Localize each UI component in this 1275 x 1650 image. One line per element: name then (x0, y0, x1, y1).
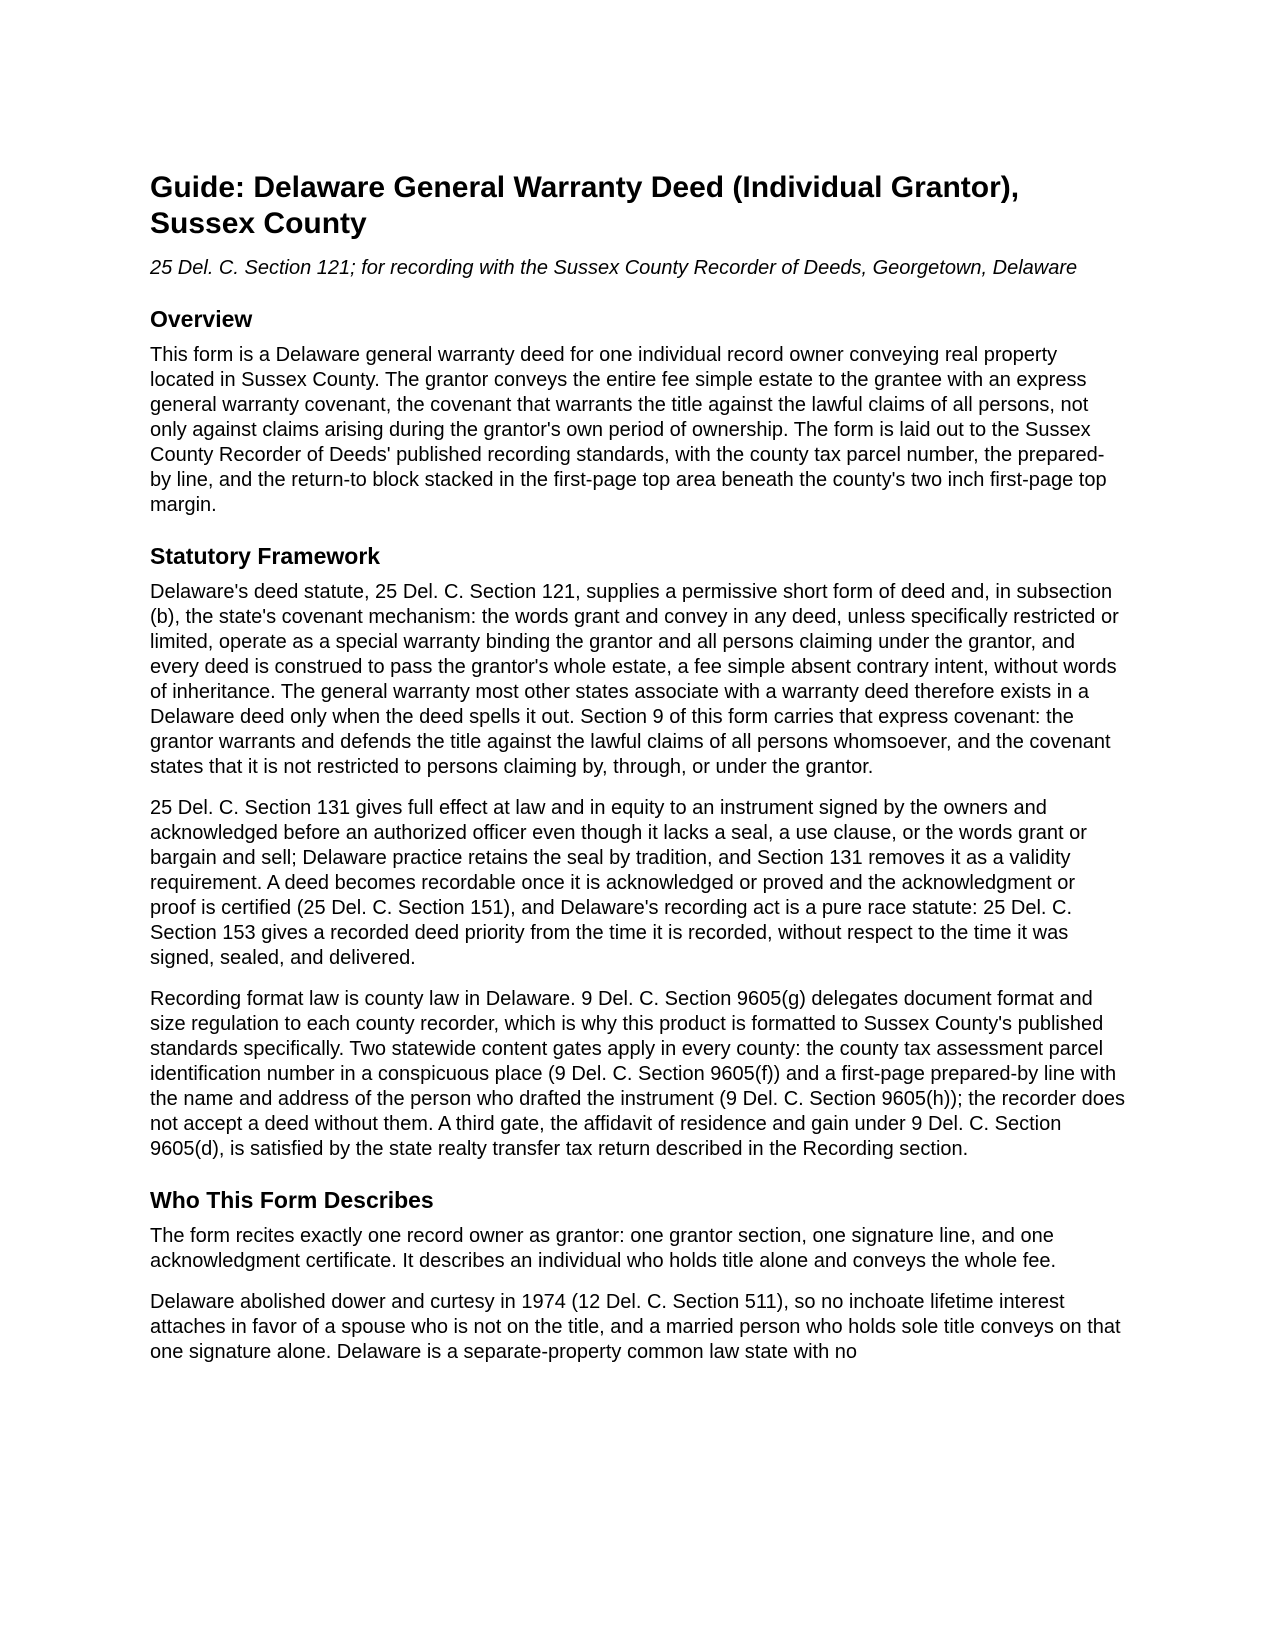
section-heading: Statutory Framework (150, 543, 381, 569)
document-subtitle: 25 Del. C. Section 121; for recording with the Sussex County Recorder of Deeds, Georgetown, Delaware (150, 257, 1078, 279)
section-who-this-form-describes (150, 1186, 1125, 1365)
document-page (150, 170, 1125, 1381)
document-title: Guide: Delaware General Warranty Deed (Individual Grantor), Sussex County (150, 171, 1020, 240)
paragraph: 25 Del. C. Section 131 gives full effect at law and in equity to an instrument signed by the owners and acknowledged before an authorized officer even though it lacks a seal, a use clause, or the words grant or bargain and sell; Delaware practice retains the seal by tradition, and Section 131 removes it as a validity requirement. A deed becomes recordable once it is acknowledged or proved and the acknowledgment or proof is certified (25 Del. C. Section 151), and Delaware's recording act is a pure race statute: 25 Del. C. Section 153 gives a recorded deed priority from the time it is recorded, without respect to the time it was signed, sealed, and delivered. (150, 797, 1087, 969)
paragraph: Recording format law is county law in Delaware. 9 Del. C. Section 9605(g) delegates document format and size regulation to each county recorder, which is why this product is formatted to Sussex County's published standards specifically. Two statewide content gates apply in every county: the county tax assessment parcel identification number in a conspicuous place (9 Del. C. Section 9605(f)) and a first-page prepared-by line with the name and address of the person who drafted the instrument (9 Del. C. Section 9605(h)); the recorder does not accept a deed without them. A third gate, the affidavit of residence and gain under 9 Del. C. Section 9605(d), is satisfied by the state realty transfer tax return described in the Recording section. (150, 988, 1125, 1160)
section-heading: Overview (150, 306, 253, 332)
section-statutory-framework (150, 542, 1125, 1162)
paragraph: Delaware abolished dower and curtesy in 1974 (12 Del. C. Section 511), so no inchoate lifetime interest attaches in favor of a spouse who is not on the title, and a married person who holds sole title conveys on that one signature alone. Delaware is a separate-property common law state with no (150, 1291, 1121, 1363)
paragraph: Delaware's deed statute, 25 Del. C. Section 121, supplies a permissive short form of deed and, in subsection (b), the state's covenant mechanism: the words grant and convey in any deed, unless specifically restricted or limited, operate as a special warranty binding the grantor and all persons claiming under the grantor, and every deed is construed to pass the grantor's whole estate, a fee simple absent contrary intent, without words of inheritance. The general warranty most other states associate with a warranty deed therefore exists in a Delaware deed only when the deed spells it out. Section 9 of this form carries that express covenant: the grantor warrants and defends the title against the lawful claims of all persons whomsoever, and the covenant states that it is not restricted to persons claiming by, through, or under the grantor. (150, 581, 1119, 778)
paragraph: This form is a Delaware general warranty deed for one individual record owner conveying real property located in Sussex County. The grantor conveys the entire fee simple estate to the grantee with an express general warranty covenant, the covenant that warrants the title against the lawful claims of all persons, not only against claims arising during the grantor's own period of ownership. The form is laid out to the Sussex County Recorder of Deeds' published recording standards, with the county tax parcel number, the prepared-by line, and the return-to block stacked in the first-page top area beneath the county's two inch first-page top margin. (150, 344, 1107, 516)
section-heading: Who This Form Describes (150, 1187, 434, 1213)
paragraph: The form recites exactly one record owner as grantor: one grantor section, one signature line, and one acknowledgment certificate. It describes an individual who holds title alone and conveys the whole fee. (150, 1225, 1057, 1272)
section-overview (150, 305, 1125, 518)
